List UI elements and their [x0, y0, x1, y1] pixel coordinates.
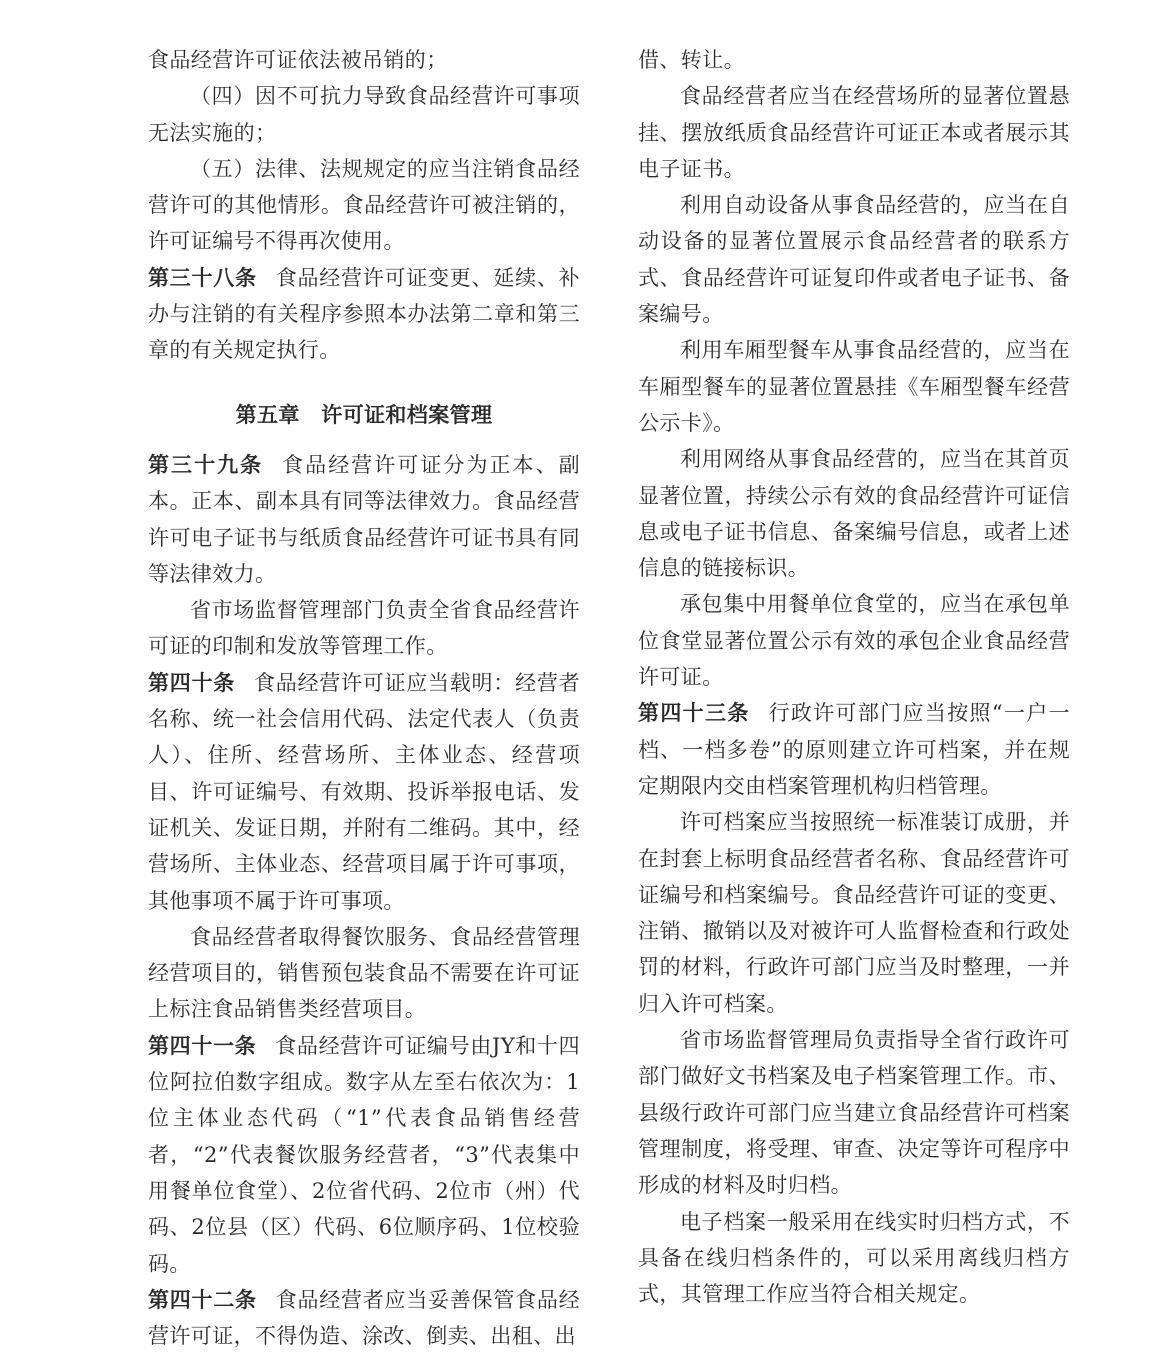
article-label: 第四十二条	[148, 1287, 257, 1312]
paragraph: 电子档案一般采用在线实时归档方式，不具备在线归档条件的，可以采用离线归档方式，其管理工作应当符合相关规定。	[638, 1209, 1070, 1307]
paragraph: 承包集中用餐单位食堂的，应当在承包单位食堂显著位置公示有效的承包企业食品经营许可证。	[638, 592, 1070, 690]
article-label: 第三十八条	[148, 265, 257, 290]
article-40	[148, 665, 580, 919]
article-label: 第四十一条	[148, 1033, 257, 1058]
right-column	[638, 42, 1070, 1312]
article-text: 食品经营许可证分为正本、副本。正本、副本具有同等法律效力。食品经营许可电子证书与纸质食品经营许可证书具有同等法律效力。	[148, 452, 581, 586]
article-label: 第四十条	[148, 670, 236, 695]
article-label: 第四十三条	[638, 701, 750, 726]
paragraph: 利用网络从事食品经营的，应当在其首页显著位置，持续公示有效的食品经营许可证信息或电子证书信息、备案编号信息，或者上述信息的链接标识。	[638, 447, 1070, 581]
article-text: 行政许可部门应当按照“一户一档、一档多卷”的原则建立许可档案，并在规定期限内交由档案管理机构归档管理。	[638, 701, 1071, 798]
paragraph: 食品经营许可证依法被吊销的；	[148, 48, 448, 72]
paragraph: （五）法律、法规规定的应当注销食品经营许可的其他情形。食品经营许可被注销的，许可证编号不得再次使用。	[148, 156, 580, 254]
left-column	[148, 42, 580, 1354]
article-text: 食品经营许可证应当载明：经营者名称、统一社会信用代码、法定代表人（负责人）、住所、经营场所、主体业态、经营项目、许可证编号、有效期、投诉举报电话、发证机关、发证日期，并附有二维码。其中，经营场所、主体业态、经营项目属于许可事项，其他事项不属于许可事项。	[148, 670, 580, 913]
paragraph: 食品经营者取得餐饮服务、食品经营管理经营项目的，销售预包装食品不需要在许可证上标注食品销售类经营项目。	[148, 924, 580, 1022]
chapter-title: 第五章 许可证和档案管理	[235, 402, 493, 427]
paragraph: 食品经营者应当在经营场所的显著位置悬挂、摆放纸质食品经营许可证正本或者展示其电子证书。	[638, 84, 1070, 181]
article-text: 食品经营许可证变更、延续、补办与注销的有关程序参照本办法第二章和第三章的有关规定执行。	[148, 265, 580, 363]
paragraph: （四）因不可抗力导致食品经营许可事项无法实施的；	[148, 84, 580, 145]
article-43	[638, 695, 1070, 804]
article-text: 食品经营者应当妥善保管食品经营许可证，不得伪造、涂改、倒卖、出租、出	[148, 1287, 580, 1349]
paragraph: 利用车厢型餐车从事食品经营的，应当在车厢型餐车的显著位置悬挂《车厢型餐车经营公示卡》。	[638, 338, 1070, 435]
article-text: 食品经营许可证编号由JY和十四位阿拉伯数字组成。数字从左至右依次为：1位主体业态代码（“1”代表食品销售经营者，“2”代表餐饮服务经营者，“3”代表集中用餐单位食堂）、2位省代码、2位市（州）代码、2位县（区）代码、6位顺序码、1位校验码。	[148, 1033, 581, 1276]
paragraph: 借、转让。	[638, 48, 745, 72]
paragraph: 利用自动设备从事食品经营的，应当在自动设备的显著位置展示食品经营者的联系方式、食品经营许可证复印件或者电子证书、备案编号。	[638, 193, 1070, 327]
article-42	[148, 1282, 580, 1354]
paragraph: 省市场监督管理部门负责全省食品经营许可证的印制和发放等管理工作。	[148, 598, 580, 659]
article-38	[148, 260, 580, 369]
paragraph: 省市场监督管理局负责指导全省行政许可部门做好文书档案及电子档案管理工作。市、县级行政许可部门应当建立食品经营许可档案管理制度，将受理、审查、决定等许可程序中形成的材料及时归档。	[638, 1028, 1070, 1198]
article-39	[148, 447, 580, 592]
article-label: 第三十九条	[148, 452, 264, 477]
paragraph: 许可档案应当按照统一标准装订成册，并在封套上标明食品经营者名称、食品经营许可证编号和档案编号。食品经营许可证的变更、注销、撤销以及对被许可人监督检查和行政处罚的材料，行政许可部门应当及时整理，一并归入许可档案。	[638, 810, 1070, 1016]
article-41	[148, 1028, 580, 1282]
